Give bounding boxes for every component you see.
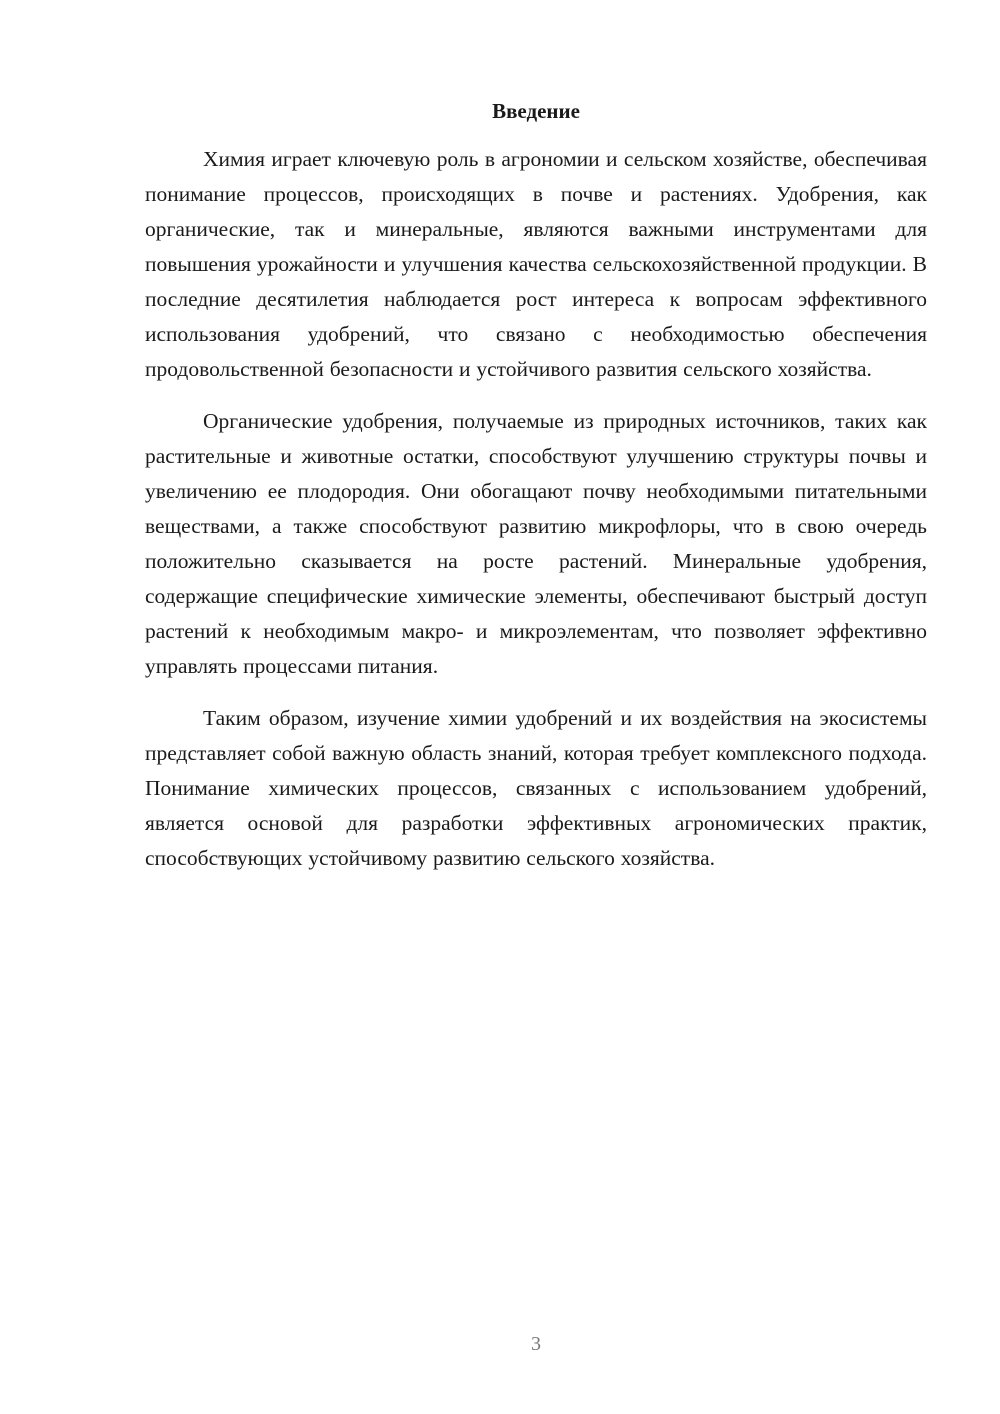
paragraph-1: Химия играет ключевую роль в агрономии и сельском хозяйстве, обеспечивая понимание процессов, происходящих в почве и растениях. Удобрения, как органические, так и минеральные, являются важными инструментами для повышения урожайности и улучшения качества сельскохозяйственной продукции. В последние десятилетия наблюдается рост интереса к вопросам эффективного использования удобрений, что связано с необходимостью обеспечения продовольственной безопасности и устойчивого развития сельского хозяйства. [145, 147, 927, 381]
body-text [145, 142, 927, 893]
paragraph-2: Органические удобрения, получаемые из природных источников, таких как растительные и животные остатки, способствуют улучшению структуры почвы и увеличению ее плодородия. Они обогащают почву необходимыми питательными веществами, а также способствуют развитию микрофлоры, что в свою очередь положительно сказывается на росте растений. Минеральные удобрения, содержащие специфические химические элементы, обеспечивают быстрый доступ растений к необходимым макро- и микроэлементам, что позволяет эффективно управлять процессами питания. [145, 409, 927, 678]
section-heading: Введение [492, 99, 580, 123]
paragraph-3: Таким образом, изучение химии удобрений и их воздействия на экосистемы представляет собой важную область знаний, которая требует комплексного подхода. Понимание химических процессов, связанных с использованием удобрений, является основой для разработки эффективных агрономических практик, способствующих устойчивому развитию сельского хозяйства. [145, 706, 927, 870]
page-number: 3 [531, 1333, 541, 1355]
